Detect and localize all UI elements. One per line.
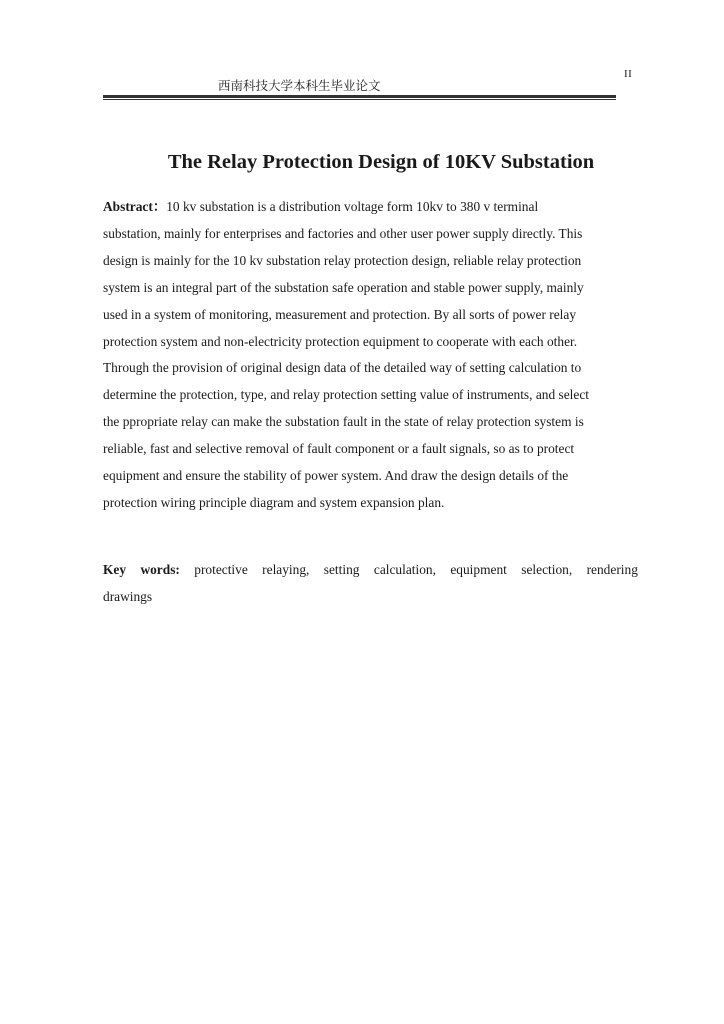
abstract-line: protection wiring principle diagram and system expansion plan. (103, 494, 445, 510)
header-divider (103, 95, 616, 100)
abstract-line: Through the provision of original design data of the detailed way of setting calculation to (103, 360, 582, 376)
keyword: protective (194, 562, 248, 577)
abstract-line: system is an integral part of the substation safe operation and stable power supply, mainly (103, 279, 584, 295)
keywords-label-words: words: (140, 562, 180, 577)
abstract-line (103, 194, 638, 221)
abstract-line: reliable, fast and selective removal of fault component or a fault signals, so as to protect (103, 441, 575, 457)
keyword: setting (323, 562, 360, 577)
abstract-section (103, 194, 638, 517)
keywords-label-key: Key (103, 562, 127, 577)
abstract-line: design is mainly for the 10 kv substation relay protection design, reliable relay protection (103, 252, 582, 268)
abstract-line: protection system and non-electricity protection equipment to cooperate with each other. (103, 333, 578, 349)
keywords-section (103, 556, 638, 610)
page-number: II (624, 68, 633, 80)
abstract-line: the ppropriate relay can make the substation fault in the state of relay protection system is (103, 414, 584, 430)
keyword: relaying, (262, 562, 310, 577)
running-header-title: 西南科技大学本科生毕业论文 (218, 78, 381, 93)
keyword: rendering (586, 562, 638, 577)
abstract-label: Abstract： (103, 199, 167, 214)
paper-title: The Relay Protection Design of 10KV Substation (167, 151, 595, 173)
keywords-line: drawings (103, 589, 153, 604)
keyword: calculation, (373, 562, 436, 577)
keyword: equipment (450, 562, 507, 577)
abstract-line: determine the protection, type, and relay protection setting value of instruments, and select (103, 387, 589, 403)
abstract-line: substation, mainly for enterprises and factories and other user power supply directly. This (103, 225, 583, 241)
keywords-line (103, 556, 638, 583)
abstract-text: 10 kv substation is a distribution voltage form 10kv to 380 v terminal (166, 199, 539, 214)
abstract-line: used in a system of monitoring, measurement and protection. By all sorts of power relay (103, 306, 577, 322)
keyword: selection, (521, 562, 573, 577)
abstract-line: equipment and ensure the stability of power system. And draw the design details of the (103, 468, 569, 484)
